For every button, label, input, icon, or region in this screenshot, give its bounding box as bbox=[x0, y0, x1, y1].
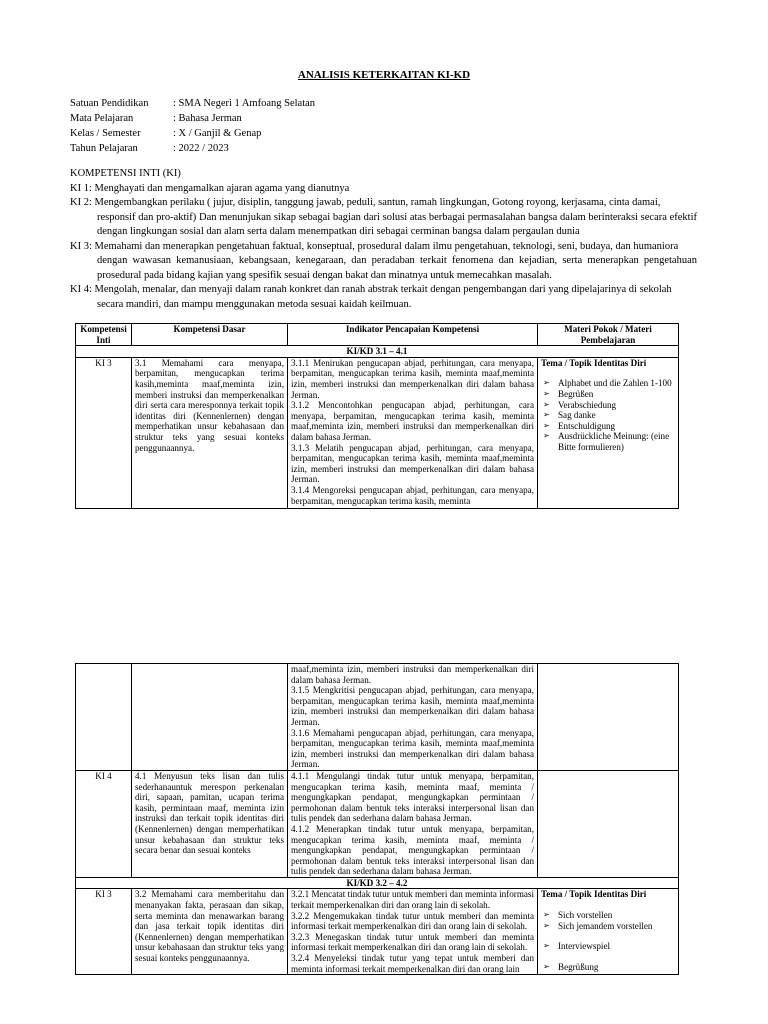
list-item: ➢ Interviewspiel bbox=[541, 941, 675, 952]
list-item: ➢ Verabschiedung bbox=[541, 400, 675, 411]
kd-cell: 3.1 Memahami cara menyapa, berpamitan, mengucapkan terima kasih,meminta maaf,meminta izin, memberi instruksi dan memperkenalkan diri serta cara meresponnya terkait topik identitas diri (Kennenlernen) dengan memperhatikan unsur kebahasaan dan struktur teks yang sesuai konteks penggunaannya. bbox=[132, 357, 288, 508]
meta-row bbox=[70, 126, 315, 141]
ki-text-continued: dengan wawasan kemanusiaan, kebangsaan, kenegaraan, dan peradaban terkait fenomena dan kejadian, serta menerapkan pengetahuan prosedural pada bidang kajian yang spesifik sesuai dengan bakat dan minatnya untuk memecahkan masalah. bbox=[97, 255, 697, 281]
ki-kd-table-page2 bbox=[75, 663, 679, 975]
kd-group-row bbox=[76, 346, 679, 358]
table-row bbox=[76, 664, 679, 771]
ki-text: : Mengembangkan perilaku ( jujur, disiplin, tanggung jawab, peduli, santun, ramah lingkungan, Gotong royong, kerjasama, cinta damai, bbox=[88, 197, 661, 208]
ipk-item: maaf,meminta izin, memberi instruksi dan memperkenalkan diri dalam bahasa Jerman. bbox=[291, 664, 534, 685]
table-row bbox=[76, 357, 679, 508]
ki-cell: KI 4 bbox=[76, 770, 132, 877]
core-competencies bbox=[70, 167, 697, 312]
list-item: ➢ Begrüßen bbox=[541, 389, 675, 400]
meta-label: Kelas / Semester bbox=[70, 128, 141, 139]
ki-cell: KI 3 bbox=[76, 357, 132, 508]
header-ki: Kompetensi Inti bbox=[76, 324, 132, 346]
ipk-list bbox=[291, 358, 534, 508]
list-item: ➢ Sag danke bbox=[541, 410, 675, 421]
ki-cell bbox=[76, 664, 132, 771]
table-header-row bbox=[76, 324, 679, 346]
ipk-cell bbox=[288, 889, 538, 975]
ki-item bbox=[70, 283, 697, 298]
kd-group-row bbox=[76, 877, 679, 889]
ki-item bbox=[70, 182, 697, 197]
list-item: ➢ Ausdrückliche Meinung: (eine Bitte formulieren) bbox=[541, 431, 675, 452]
ipk-item: 3.2.4 Menyeleksi tindak tutur yang tepat untuk memberi dan meminta informasi terkait memperkenalkan diri dan orang lain bbox=[291, 953, 534, 974]
kd-cell: 4.1 Menyusun teks lisan dan tulis sederhanauntuk merespon perkenalan diri, sapaan, pamitan, ucapan terima kasih, permintaan maaf, meminta izin instruksi dan terkait topik identitas diri (Kennenlernen) dengan memperhatikan unsur kebahasaan dan struktur teks secara benar dan sesuai konteks bbox=[132, 770, 288, 877]
meta-row bbox=[70, 111, 315, 126]
meta-row bbox=[70, 96, 315, 111]
ki-item bbox=[70, 196, 697, 211]
ipk-item: 4.1.2 Menerapkan tindak tutur untuk menyapa, berpamitan, mengucapkan terima kasih, meminta maaf, meminta / mengungkapkan pendapat, mengungkapkan permintaan / permohonan dalam bentuk teks interaksi interpersonal lisan dan tulis pendek dan sederhana dalam bahasa Jerman. bbox=[291, 823, 534, 877]
meta-label: Satuan Pendidikan bbox=[70, 98, 149, 109]
ki-heading: KOMPETENSI INTI (KI) bbox=[70, 168, 181, 179]
ki-code: KI 2 bbox=[70, 197, 89, 208]
ipk-cell bbox=[288, 357, 538, 508]
ki-text: : Menghayati dan mengamalkan ajaran agama yang dianutnya bbox=[88, 182, 350, 194]
meta-value: : X / Ganjil & Genap bbox=[173, 128, 262, 139]
meta-value: : 2022 / 2023 bbox=[173, 143, 229, 154]
meta-label: Mata Pelajaran bbox=[70, 113, 134, 124]
meta-row bbox=[70, 141, 315, 156]
materi-topic: Tema / Topik Identitas Diri bbox=[541, 889, 647, 900]
ki-cell: KI 3 bbox=[76, 889, 132, 975]
list-item: ➢ Sich jemandem vorstellen bbox=[541, 921, 675, 932]
ki-text: : Mengolah, menalar, dan menyaji dalam ranah konkret dan ranah abstrak terkait dengan pengembangan dari yang dipelajarinya di sekolah bbox=[88, 284, 672, 295]
materi-list bbox=[541, 378, 675, 452]
table-row bbox=[76, 889, 679, 975]
list-item: ➢ Sich vorstellen bbox=[541, 910, 675, 921]
ki-kd-table-page1 bbox=[75, 323, 679, 509]
document-title: ANALISIS KETERKAITAN KI-KD bbox=[297, 69, 471, 81]
materi-list bbox=[541, 910, 675, 972]
kd-cell: 3.2 Memahami cara memberitahu dan menanyakan fakta, perasaan dan sikap, serta meminta dan menawarkan barang dan jasa terkait topik identitas diri (Kennenlernen) dengan memperhatikan unsur kebahasaan dan struktur teks yang sesuai konteks penggunaannya. bbox=[132, 889, 288, 975]
ipk-cell bbox=[288, 664, 538, 771]
ipk-item: 3.1.4 Mengoreksi pengucapan abjad, perhitungan, cara menyapa, berpamitan, mengucapkan terima kasih, meminta bbox=[291, 484, 534, 506]
kd-cell bbox=[132, 664, 288, 771]
list-item: ➢ Entschuldigung bbox=[541, 421, 675, 432]
ipk-item: 3.1.5 Mengkritisi pengucapan abjad, perhitungan, cara menyapa, berpamitan, mengucapkan terima kasih, meminta maaf,meminta izin, memberi instruksi dan memperkenalkan diri dalam bahasa Jerman. bbox=[291, 685, 534, 727]
materi-cell bbox=[538, 770, 679, 877]
kd-group-label: KI/KD 3.1 – 4.1 bbox=[76, 346, 679, 358]
ki-code: KI 1 bbox=[70, 182, 89, 194]
ki-text: : Memahami dan menerapkan pengetahuan faktual, konseptual, prosedural dalam ilmu pengetahuan, teknologi, seni, budaya, dan humaniora bbox=[88, 240, 679, 252]
ki-code: KI 4 bbox=[70, 284, 89, 295]
ipk-item: 3.1.1 Menirukan pengucapan abjad, perhitungan, cara menyapa, berpamitan, mengucapkan terima kasih, meminta maaf,meminta izin, memberi instruksi dan memperkenalkan diri dalam bahasa Jerman. bbox=[291, 357, 534, 400]
list-item: ➢ Begrüßung bbox=[541, 962, 675, 973]
materi-topic: Tema / Topik Identitas Diri bbox=[541, 357, 647, 368]
ipk-cell bbox=[288, 770, 538, 877]
header-kd: Kompetensi Dasar bbox=[132, 324, 288, 346]
list-item: ➢ Alphabet und die Zahlen 1-100 bbox=[541, 378, 675, 389]
ipk-item: 3.1.6 Memahami pengucapan abjad, perhitungan, cara menyapa, berpamitan, mengucapkan terima kasih, meminta maaf,meminta izin, memberi instruksi dan memperkenalkan diri dalam bahasa Jerman. bbox=[291, 727, 534, 770]
ipk-item: 3.2.2 Mengemukakan tindak tutur untuk memberi dan meminta informasi terkait memperkenalkan diri dan orang lain di sekolah. bbox=[291, 910, 534, 932]
materi-cell bbox=[538, 357, 679, 508]
ki-text-continued: secara mandiri, dan mampu menggunakan metoda sesuai kaidah keilmuan. bbox=[97, 298, 412, 310]
meta-value: : SMA Negeri 1 Amfoang Selatan bbox=[173, 98, 316, 109]
materi-cell bbox=[538, 664, 679, 771]
ki-text-continued: responsif dan pro-aktif) Dan menunjukan sikap sebagai bagian dari solusi atas berbagai permasalahan bangsa dalam berinteraksi secara efektif dengan lingkungan sosial dan alam serta dalam menempatkan diri sebagai cerminan bangsa dalam pergaulan dunia bbox=[97, 211, 697, 237]
kd-group-label: KI/KD 3.2 – 4.2 bbox=[76, 877, 679, 889]
table-row bbox=[76, 770, 679, 877]
header-ipk: Indikator Pencapaian Kompetensi bbox=[288, 324, 538, 346]
ipk-item: 3.2.1 Mencatat tindak tutur untuk memberi dan meminta informasi terkait memperkenalkan diri dan orang lain di sekolah. bbox=[291, 889, 534, 911]
ipk-item: 3.2.3 Menegaskan tindak tutur untuk memberi dan meminta informasi terkait memperkenalkan diri dan orang lain di sekolah. bbox=[291, 931, 534, 953]
ki-item bbox=[70, 240, 697, 255]
ipk-item: 3.1.3 Melatih pengucapan abjad, perhitungan, cara menyapa, berpamitan, mengucapkan terima kasih, meminta maaf,meminta izin, memberi instruksi dan memperkenalkan diri dalam bahasa Jerman. bbox=[291, 442, 534, 485]
identity-block bbox=[70, 96, 315, 156]
ipk-item: 3.1.2 Mencontohkan pengucapan abjad, perhitungan, cara menyapa, berpamitan, mengucapkan terima kasih, meminta maaf,meminta izin, memberi instruksi dan memperkenalkan diri dalam bahasa Jerman. bbox=[291, 400, 534, 442]
header-materi: Materi Pokok / Materi Pembelajaran bbox=[538, 324, 679, 346]
materi-cell bbox=[538, 889, 679, 975]
ipk-item: 4.1.1 Mengulangi tindak tutur untuk menyapa, berpamitan, mengucapkan terima kasih, meminta maaf, meminta / mengungkapkan pendapat, mengungkapkan permintaan / permohonan dalam bentuk teks interaksi interpersonal lisan dan tulis pendek dan sederhana dalam bahasa Jerman. bbox=[291, 770, 534, 824]
meta-label: Tahun Pelajaran bbox=[70, 143, 138, 154]
ki-code: KI 3 bbox=[70, 240, 89, 252]
meta-value: : Bahasa Jerman bbox=[173, 113, 242, 124]
